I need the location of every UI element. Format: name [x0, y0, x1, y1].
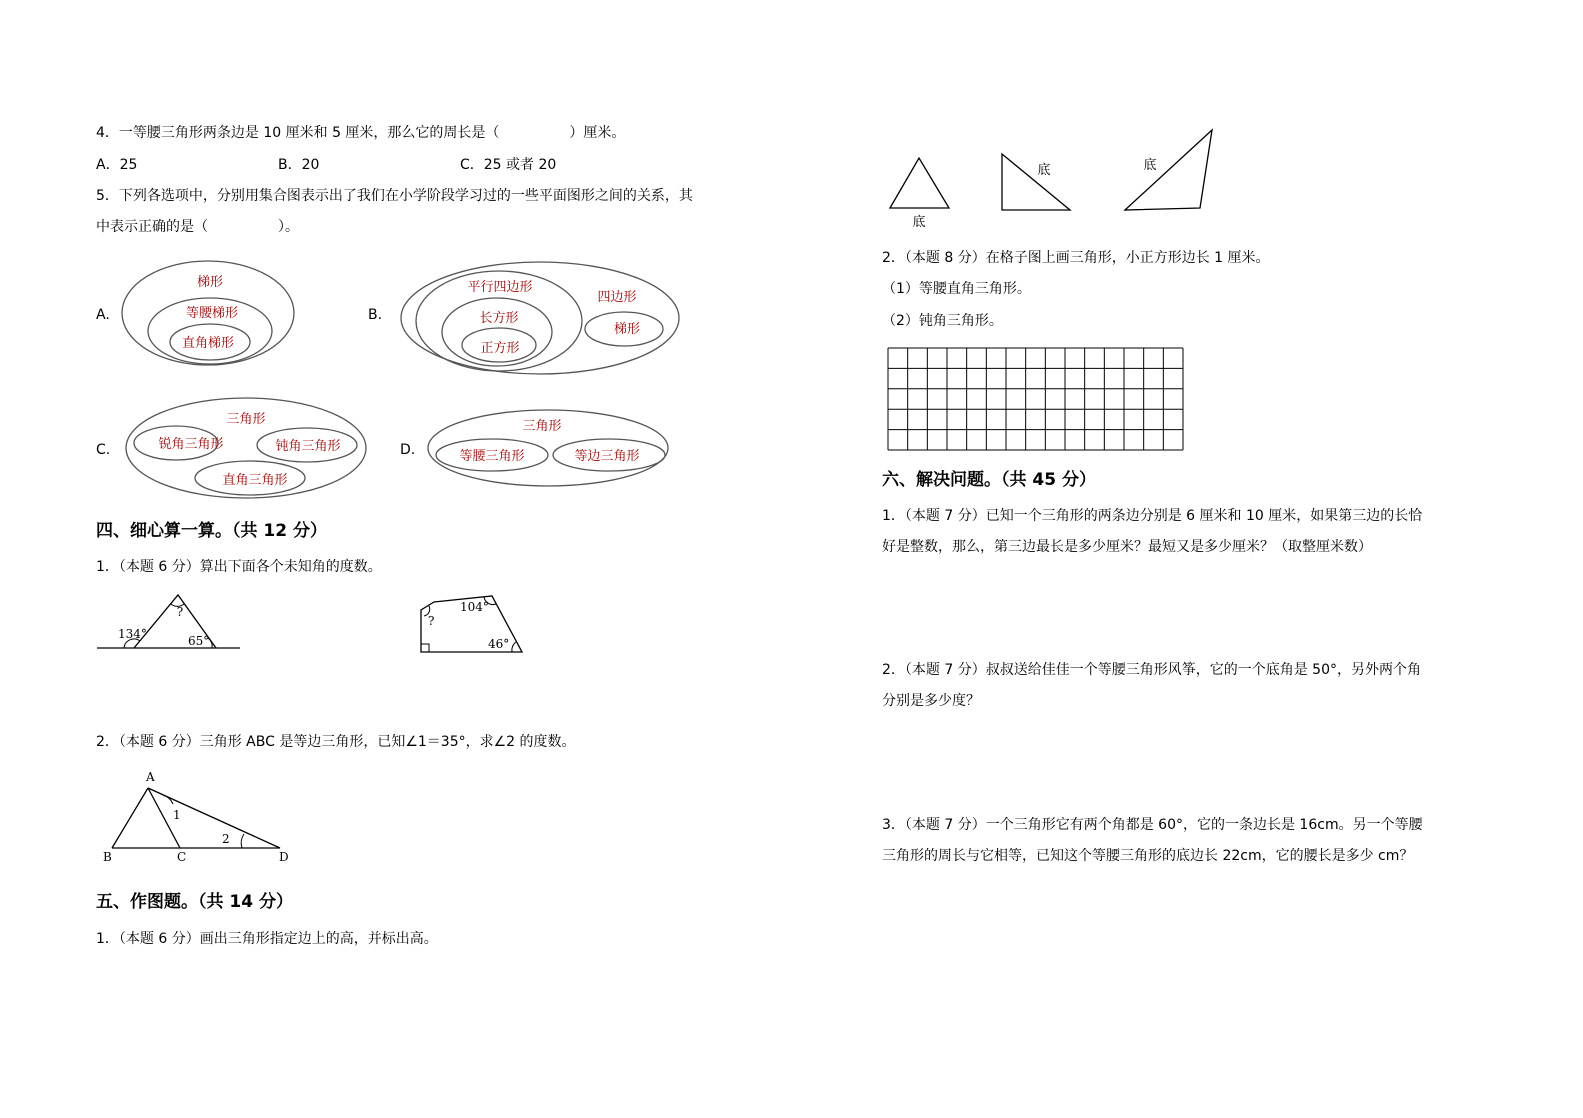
q5-label-c: C.: [96, 442, 111, 458]
q4-option-b: B．20: [278, 157, 320, 173]
venn-b-quadrilateral-label: 四边形: [597, 290, 637, 305]
fig3-vertex-b: B: [103, 850, 112, 864]
section6-q3-line1: 3．（本题 7 分）一个三角形它有两个角都是 60°，它的一条边长是 16cm。另一个等腰: [882, 817, 1423, 833]
fig3-vertex-d: D: [279, 850, 289, 864]
section4-q2: 2．（本题 6 分）三角形 ABC 是等边三角形，已知∠1＝35°，求∠2 的度数。: [96, 734, 576, 750]
q4-option-a: A．25: [96, 157, 138, 173]
venn-b-square-label: 正方形: [480, 341, 520, 356]
venn-c-outer-label: 三角形: [226, 412, 266, 427]
q2-draw-sub1: （1）等腰直角三角形。: [882, 281, 1031, 297]
fig3-vertex-a: A: [146, 770, 155, 784]
fig2-angle-104: 104°: [460, 600, 489, 614]
venn-b-trapezoid-label: 梯形: [613, 322, 641, 337]
triangle1-base-label: 底: [912, 215, 926, 230]
section4-title: 四、细心算一算。（共 12 分）: [96, 521, 327, 541]
q5-stem-line2: 中表示正确的是（ ）。: [96, 219, 299, 235]
section5-q1: 1．（本题 6 分）画出三角形指定边上的高，并标出高。: [96, 931, 438, 947]
venn-c-right-label: 直角三角形: [222, 473, 288, 488]
q4-stem: 4．一等腰三角形两条边是 10 厘米和 5 厘米，那么它的周长是（ ）厘米。: [96, 125, 626, 141]
q5-label-d: D.: [400, 442, 416, 458]
section6-q1-line2: 好是整数，那么，第三边最长是多少厘米？最短又是多少厘米？（取整厘米数）: [882, 539, 1372, 555]
fig1-angle-134: 134°: [118, 627, 147, 641]
section6-q2-line2: 分别是多少度？: [882, 693, 980, 709]
fig1-angle-65: 65°: [188, 634, 210, 648]
q5-label-a: A.: [96, 307, 110, 323]
angle-figure-quadrilateral: [418, 594, 528, 656]
venn-b-parallelogram-label: 平行四边形: [467, 280, 533, 295]
angle-figure-triangle: [96, 590, 246, 655]
venn-diagram-d: [426, 408, 672, 490]
venn-a-inner-label: 直角梯形: [181, 336, 235, 351]
height-triangles-figure: [884, 126, 1224, 231]
venn-a-outer-label: 梯形: [196, 275, 224, 290]
section6-q2-line1: 2．（本题 7 分）叔叔送给佳佳一个等腰三角形风筝，它的一个底角是 50°，另外两个角: [882, 662, 1421, 678]
q5-stem-line1: 5．下列各选项中，分别用集合图表示出了我们在小学阶段学习过的一些平面图形之间的关系，其: [96, 188, 693, 204]
triangle3-base-label: 底: [1143, 158, 1157, 173]
venn-diagram-c: [124, 396, 374, 502]
q2-draw-sub2: （2）钝角三角形。: [882, 313, 1003, 329]
section5-title: 五、作图题。（共 14 分）: [96, 892, 293, 912]
venn-d-outer-label: 三角形: [522, 419, 562, 434]
fig3-vertex-c: C: [177, 850, 187, 864]
drawing-grid[interactable]: [887, 347, 1184, 451]
fig3-angle-2: 2: [222, 832, 230, 846]
triangle-abcd-figure: [100, 768, 295, 866]
q5-label-b: B.: [368, 307, 383, 323]
venn-diagram-b: [398, 260, 683, 380]
fig1-unknown-angle: ?: [176, 605, 184, 619]
triangle2-base-label: 底: [1037, 163, 1051, 178]
venn-c-acute-label: 锐角三角形: [158, 437, 224, 452]
section6-q3-line2: 三角形的周长与它相等，已知这个等腰三角形的底边长 22cm，它的腰长是多少 cm？: [882, 848, 1414, 864]
fig2-unknown-angle: ?: [428, 614, 435, 628]
venn-a-middle-label: 等腰梯形: [185, 306, 239, 321]
venn-b-rectangle-label: 长方形: [479, 311, 519, 326]
venn-d-equilateral-label: 等边三角形: [574, 449, 640, 464]
section4-q1: 1．（本题 6 分）算出下面各个未知角的度数。: [96, 559, 382, 575]
q4-option-c: C．25 或者 20: [460, 157, 557, 173]
fig3-angle-1: 1: [173, 808, 181, 822]
venn-diagram-a: [120, 258, 300, 370]
venn-c-obtuse-label: 钝角三角形: [275, 439, 341, 454]
q2-draw-stem: 2．（本题 8 分）在格子图上画三角形，小正方形边长 1 厘米。: [882, 250, 1270, 266]
fig2-angle-46: 46°: [488, 637, 510, 651]
venn-d-isosceles-label: 等腰三角形: [459, 449, 525, 464]
section6-title: 六、解决问题。（共 45 分）: [882, 470, 1096, 490]
section6-q1-line1: 1．（本题 7 分）已知一个三角形的两条边分别是 6 厘米和 10 厘米，如果第三边的长恰: [882, 508, 1423, 524]
